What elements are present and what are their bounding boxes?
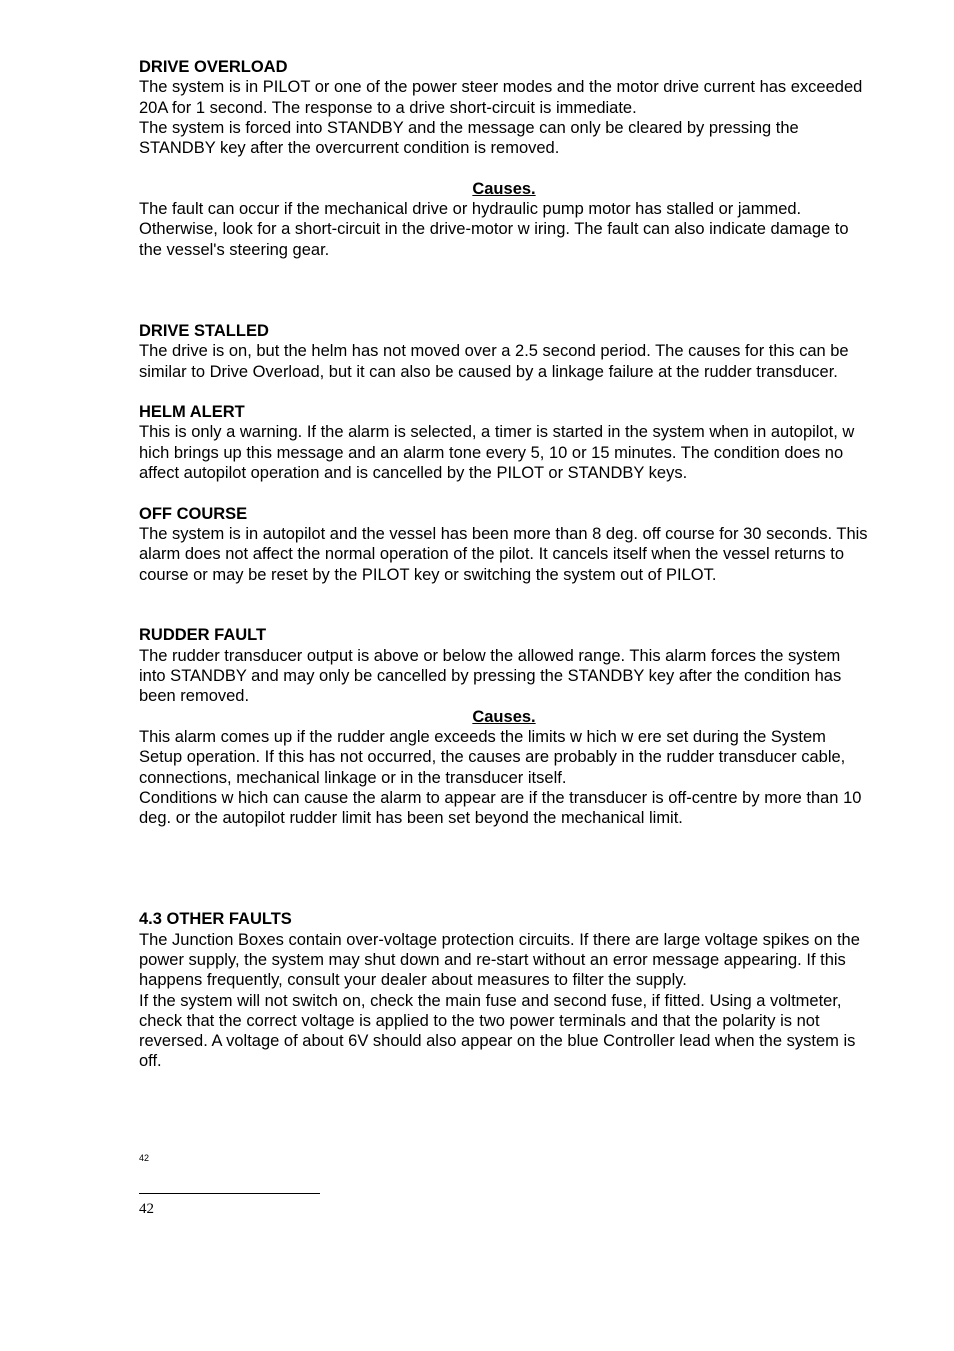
rudder-fault-heading: RUDDER FAULT [139,626,267,645]
other-faults-paragraph-1: The Junction Boxes contain over-voltage protection circuits. If there are large voltage spikes on the power supply, the system may shut down and re-start without an error message appearing. If this happens frequently, consult your dealer about measures to filter the supply. [139,930,860,990]
spacer [139,382,869,402]
rudder-fault-causes-paragraph-2: Conditions w hich can cause the alarm to appear are if the transducer is off-centre by more than 10 deg. or the autopilot rudder limit has been set beyond the mechanical limit. [139,788,862,828]
spacer [139,483,869,503]
rudder-fault-causes-paragraph-1: This alarm comes up if the rudder angle exceeds the limits w hich w ere set during the System Setup operation. If this has not occurred, the causes are probably in the rudder transducer cable, connections, mechanical linkage or in the transducer itself. [139,727,846,787]
off-course-heading: OFF COURSE [139,504,248,523]
rudder-fault-text: The rudder transducer output is above or below the allowed range. This alarm forces the system into STANDBY and may only be cancelled by pressing the STANDBY key after the condition has been removed. [139,646,842,706]
spacer [139,828,869,909]
footnote-divider [139,1193,320,1194]
drive-overload-causes-text: The fault can occur if the mechanical drive or hydraulic pump motor has stalled or jammed. Otherwise, look for a short-circuit in the drive-motor w iring. The fault can also indicate damage to the vessel's steering gear. [139,200,849,259]
off-course-text: The system is in autopilot and the vessel has been more than 8 deg. off course for 30 seconds. This alarm does not affect the normal operation of the pilot. It cancels itself when the vessel returns to course or may be reset by the PILOT key or switching the system out of PILOT. [139,524,868,584]
spacer [139,585,869,626]
drive-overload-paragraph-2: The system is forced into STANDBY and the message can only be cleared by pressing the STANDBY key after the overcurrent condition is removed. [139,118,799,158]
drive-overload-heading: DRIVE OVERLOAD [139,58,288,76]
drive-stalled-text: The drive is on, but the helm has not moved over a 2.5 second period. The causes for this can be similar to Drive Overload, but it can also be caused by a linkage failure at the rudder transducer. [139,342,849,381]
document-page [139,57,869,1072]
rudder-fault-causes-label: Causes. [472,707,536,726]
spacer [139,260,869,321]
drive-overload-paragraph-1: The system is in PILOT or one of the power steer modes and the motor drive current has exceeded 20A for 1 second. The response to a drive short-circuit is immediate. [139,78,863,117]
drive-overload-causes-label: Causes. [472,179,536,198]
drive-stalled-heading: DRIVE STALLED [139,321,269,340]
spacer [139,158,869,178]
other-faults-paragraph-2: If the system will not switch on, check the main fuse and second fuse, if fitted. Using a voltmeter, check that the correct voltage is applied to the two power terminals and that the polarity is not reversed. A voltage of about 6V should also appear on the blue Controller lead when the system is off. [139,991,856,1071]
other-faults-heading: 4.3 OTHER FAULTS [139,910,292,929]
helm-alert-heading: HELM ALERT [139,403,245,422]
page-number: 42 [139,1201,154,1217]
small-page-number: 42 [139,1153,150,1163]
helm-alert-text: This is only a warning. If the alarm is selected, a timer is started in the system when in autopilot, w hich brings up this message and an alarm tone every 5, 10 or 15 minutes. The condition does no affect autopilot operation and is cancelled by the PILOT or STANDBY keys. [139,423,855,483]
